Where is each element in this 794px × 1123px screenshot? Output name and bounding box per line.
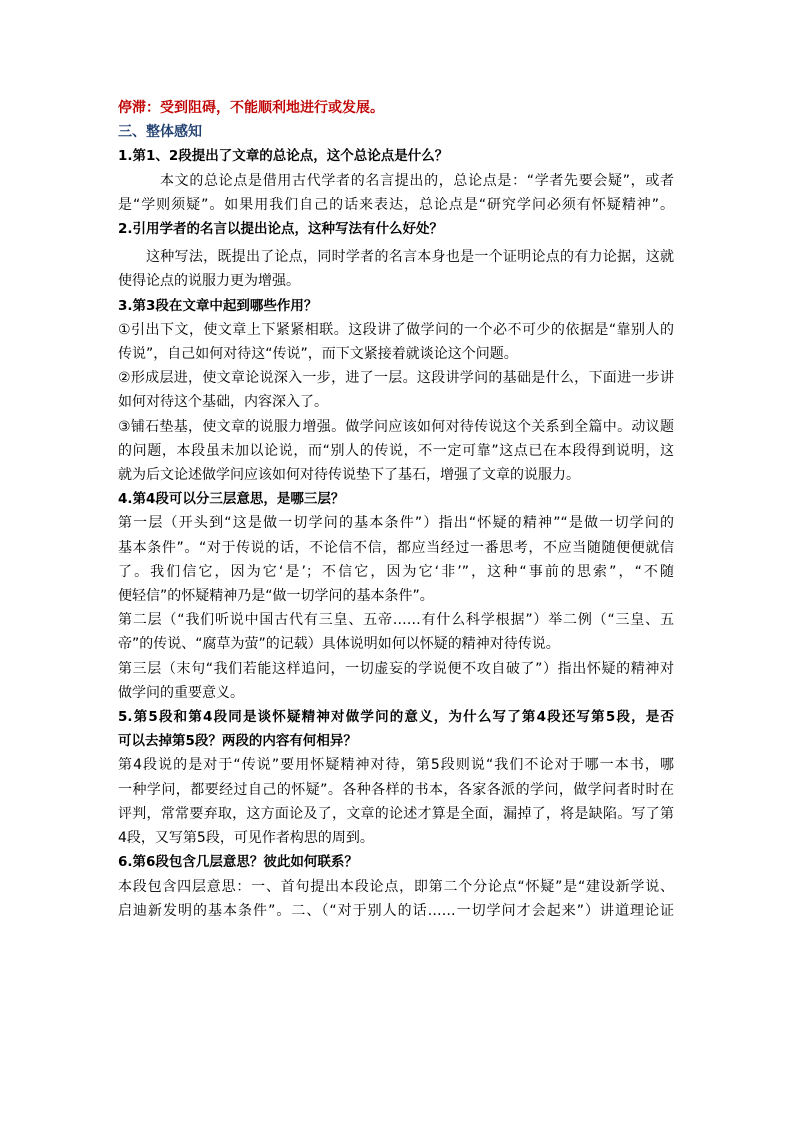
answer-4-line-8: 做学问的重要意义。	[118, 684, 244, 701]
question-1: 1.第1、2段提出了文章的总论点，这个总论点是什么？	[118, 148, 449, 165]
answer-3-line-7: 就为后文论述做学问应该如何对待传说垫下了基石，增强了文章的说服力。	[118, 467, 580, 484]
document-page	[118, 96, 674, 923]
answer-4-line-3: 了。我们信它，因为它‘是’；不信它，因为它‘非’”，这种“事前的思索”，“不随	[118, 563, 674, 580]
question-5-line-2: 可以去掉第5段？两段的内容有何相异？	[118, 733, 357, 750]
answer-4-line-4: 便轻信”的怀疑精神乃是“做一切学问的基本条件”。	[118, 588, 434, 605]
answer-1-line-2: 是“学则须疑”。如果用我们自己的话来表达，总论点是“研究学问必须有怀疑精神”。	[118, 196, 674, 213]
answer-3-line-1: ①引出下文，使文章上下紧紧相联。这段讲了做学问的一个必不可少的依据是“靠别人的	[118, 321, 674, 338]
answer-5-line-4: 4段，又写第5段，可见作者构思的周到。	[118, 830, 374, 847]
answer-5-line-1: 第4段说的是对于“传说”要用怀疑精神对待，第5段则说“我们不论对于哪一本书，哪	[118, 757, 674, 774]
answer-3-line-3: ②形成层进，使文章论说深入一步，进了一层。这段讲学问的基础是什么，下面进一步讲	[118, 370, 674, 387]
answer-2-line-1: 这种写法，既提出了论点，同时学者的名言本身也是一个证明论点的有力论据，这就	[146, 249, 674, 266]
answer-4-line-6: 帝”的传说、“腐草为萤”的记载）具体说明如何以怀疑的精神对待传说。	[118, 636, 560, 653]
term-definition-text: 受到阻碍，不能顺利地进行或发展。	[160, 100, 384, 116]
section-title: 三、整体感知	[118, 124, 202, 141]
question-5-line-1: 5.第5段和第4段同是谈怀疑精神对做学问的意义，为什么写了第4段还写第5段，是否	[118, 709, 674, 726]
question-2: 2.引用学者的名言以提出论点，这种写法有什么好处？	[118, 221, 444, 238]
answer-4-line-1: 第一层（开头到“这是做一切学问的基本条件”）指出“怀疑的精神”“是做一切学问的	[118, 515, 674, 532]
answer-2-line-2: 使得论点的说服力更为增强。	[118, 273, 300, 290]
answer-3-line-6: 的问题，本段虽未加以论说，而“别人的传说，不一定可靠”这点已在本段得到说明，这	[118, 442, 674, 459]
answer-6-line-2: 启迪新发明的基本条件”。二、（“对于别人的话……一切学问才会起来”）讲道理论证	[118, 902, 674, 919]
answer-3-line-4: 如何对待这个基础，内容深入了。	[118, 394, 328, 411]
answer-4-line-2: 基本条件”。“对于传说的话，不论信不信，都应当经过一番思考，不应当随随便便就信	[118, 539, 674, 556]
term-definition	[118, 96, 674, 120]
answer-5-line-2: 一种学问，都要经过自己的怀疑”。各种各样的书本，各家各派的学问，做学问者时时在	[118, 781, 674, 798]
answer-5-line-3: 评判，常常要弃取，这方面论及了，文章的论述才算是全面，漏掉了，将是缺陷。写了第	[118, 805, 674, 822]
question-4: 4.第4段可以分三层意思，是哪三层？	[118, 491, 345, 508]
answer-3-line-5: ③铺石垫基，使文章的说服力增强。做学问应该如何对待传说这个关系到全篇中。动议题	[118, 418, 674, 435]
answer-1-line-1: 本文的总论点是借用古代学者的名言提出的，总论点是：“学者先要会疑”，或者	[160, 172, 674, 189]
answer-3-line-2: 传说”，自己如何对待这“传说”，而下文紧接着就谈论这个问题。	[118, 346, 518, 363]
question-6: 6.第6段包含几层意思？彼此如何联系？	[118, 854, 358, 871]
answer-6-line-1: 本段包含四层意思：一、首句提出本段论点，即第二个分论点“怀疑”是“建设新学说、	[118, 878, 674, 895]
answer-4-line-7: 第三层（末句“我们若能这样追问，一切虚妄的学说便不攻自破了”）指出怀疑的精神对	[118, 660, 674, 677]
question-3: 3.第3段在文章中起到哪些作用？	[118, 297, 318, 314]
answer-4-line-5: 第二层（“我们听说中国古代有三皇、五帝……有什么科学根据”）举二例（“三皇、五	[118, 612, 674, 629]
term-word: 停滞：	[118, 100, 160, 116]
